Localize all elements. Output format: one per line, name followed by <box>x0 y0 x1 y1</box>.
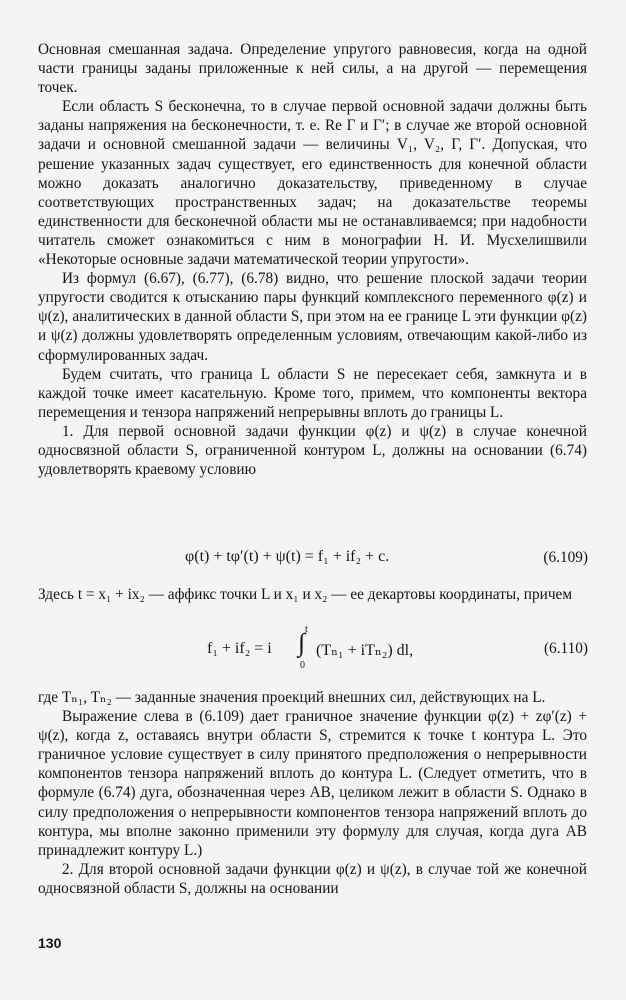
paragraph: Выражение слева в (6.109) дает граничное значение функции φ(z) + zφ′(z) + ψ(z), когда z, оставаясь внутри области S, стремится к точке t контура L. Это граничное условие существует в силу принятого предположения о непрерывности компонентов тензора напряжений вплоть до контура L. (Следует отметить, что в формуле (6.74) дуга, обозначенная через AB, целиком лежит в области S. Однако в силу предположения о непрерывности компонентов тензора напряжений вплоть до контура, мы вполне законно применили эту формулу для случая, когда дуга AB принадлежит контуру L.) <box>38 708 587 859</box>
paragraph: 1. Для первой основной задачи функции φ(z) и ψ(z) в случае конечной односвязной области S, ограниченной контуром L, должны на основании (6.74) удовлетворять краевому условию <box>38 422 587 479</box>
paragraph: где Tₙ₁, Tₙ₂ — заданные значения проекций внешних сил, действующих на L. <box>38 689 546 706</box>
equation-formula: φ(t) + tφ′(t) + ψ(t) = f₁ + if₂ + c. <box>185 548 390 565</box>
equation-6-109 <box>185 548 389 566</box>
equation-number: (6.109) <box>543 549 588 566</box>
page-number: 130 <box>38 935 62 951</box>
paragraph: Здесь t = x₁ + ix₂ — аффикс точки L и x₁ и x₂ — ее декартовы координаты, причем <box>38 586 572 603</box>
integral-lower-limit: 0 <box>300 660 305 671</box>
integral-sign: ∫ <box>298 628 306 657</box>
paragraph: Если область S бесконечна, то в случае первой основной задачи должны быть заданы напряжения на бесконечности, т. е. Re Г и Г′; в случае же второй основной задачи и основной смешанной задачи — величины V₁, V₂, Г, Г′. Допуская, что решение указанных задач существует, его единственность для конечной области можно доказать аналогично доказательству, приведенному в случае соответствующих пространственных задач; на доказательстве теоремы единственности для бесконечной области мы не останавливаемся; при надобности читатель сможет ознакомиться с ним в монографии Н. И. Мусхелишвили «Некоторые основные задачи математической теории упругости». <box>38 98 587 269</box>
text-block-bottom <box>38 688 587 898</box>
text-block-top <box>38 40 587 479</box>
paragraph: 2. Для второй основной задачи функции φ(z) и ψ(z), в случае той же конечной односвязной области S, должны на основании <box>38 860 587 897</box>
paragraph: Из формул (6.67), (6.77), (6.78) видно, что решение плоской задачи теории упругости сводится к отысканию пары функций комплексного переменного φ(z) и ψ(z), аналитических в данной области S, при этом на ее границе L эти функции φ(z) и ψ(z) должны удовлетворять определенным условиям, отвечающим какой-либо из сформулированных задач. <box>38 270 587 364</box>
integral-upper-limit: t <box>305 624 308 635</box>
paragraph: Основная смешанная задача. Определение упругого равновесия, когда на одной части границы заданы приложенные к ней силы, а на другой — перемещения точек. <box>38 41 587 97</box>
equation-lhs: f₁ + if₂ = i <box>207 640 272 657</box>
paragraph: Будем считать, что граница L области S не пересекает себя, замкнута и в каждой точке имеет касательную. Кроме того, примем, что компоненты вектора перемещения и тензора напряжений непрерывны вплоть до границы L. <box>38 365 587 421</box>
equation-integrand: (Tₙ₁ + iTₙ₂) dl, <box>316 642 414 659</box>
equation-number: (6.110) <box>543 640 588 657</box>
